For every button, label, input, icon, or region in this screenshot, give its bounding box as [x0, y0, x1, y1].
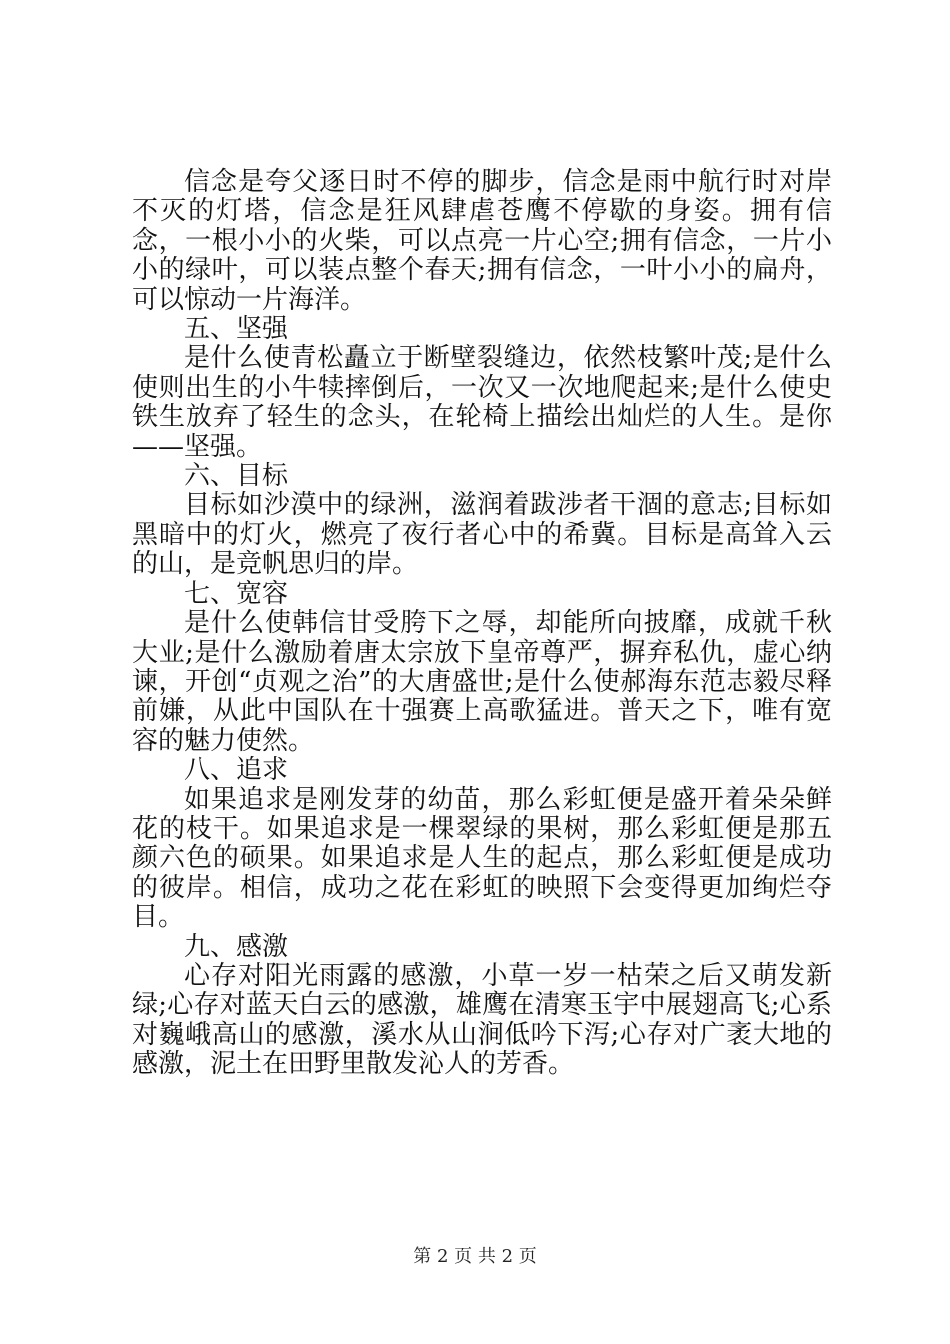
heading-kuanrong: 七、宽容: [184, 578, 289, 609]
paragraph-kuanrong: 是什么使韩信甘受胯下之辱，却能所向披靡，成就千秋大业;是什么激励着唐太宗放下皇帝尊严，摒弃私仇，虚心纳谏，开创“贞观之治”的大唐盛世;是什么使郝海东范志毅尽释前嫌，从此中国队在十强赛上高歌猛进。普天之下，唯有宽容的魅力使然。: [132, 608, 832, 756]
heading-jianqiang: 五、坚强: [184, 314, 289, 345]
heading-zhuiqiu: 八、追求: [184, 755, 289, 786]
paragraph-jianqiang: 是什么使青松矗立于断壁裂缝边，依然枝繁叶茂;是什么使则出生的小牛犊摔倒后，一次又一次地爬起来;是什么使史铁生放弃了轻生的念头，在轮椅上描绘出灿烂的人生。是你——坚强。: [132, 343, 832, 462]
page-number-footer: 第 2 页 共 2 页: [413, 1246, 537, 1267]
document-body: [132, 168, 832, 1080]
heading-ganji: 九、感激: [184, 931, 289, 962]
heading-mubiao: 六、目标: [184, 461, 289, 492]
paragraph-ganji: 心存对阳光雨露的感激，小草一岁一枯荣之后又萌发新绿;心存对蓝天白云的感激，雄鹰在清寒玉宇中展翅高飞;心系对巍峨高山的感激，溪水从山涧低吟下泻;心存对广袤大地的感激，泥土在田野里散发沁人的芳香。: [132, 960, 832, 1080]
paragraph-zhuiqiu: 如果追求是刚发芽的幼苗，那么彩虹便是盛开着朵朵鲜花的枝干。如果追求是一棵翠绿的果树，那么彩虹便是那五颜六色的硕果。如果追求是人生的起点，那么彩虹便是成功的彼岸。相信，成功之花在彩虹的映照下会变得更加绚烂夺目。: [132, 784, 832, 933]
paragraph-belief: 信念是夸父逐日时不停的脚步，信念是雨中航行时对岸不灭的灯塔，信念是狂风肆虐苍鹰不停歇的身姿。拥有信念，一根小小的火柴，可以点亮一片心空;拥有信念，一片小小的绿叶，可以装点整个春天;拥有信念，一叶小小的扁舟，可以惊动一片海洋。: [132, 167, 832, 315]
paragraph-mubiao: 目标如沙漠中的绿洲，滋润着跋涉者干涸的意志;目标如黑暗中的灯火，燃亮了夜行者心中的希冀。目标是高耸入云的山，是竞帆思归的岸。: [132, 490, 832, 580]
